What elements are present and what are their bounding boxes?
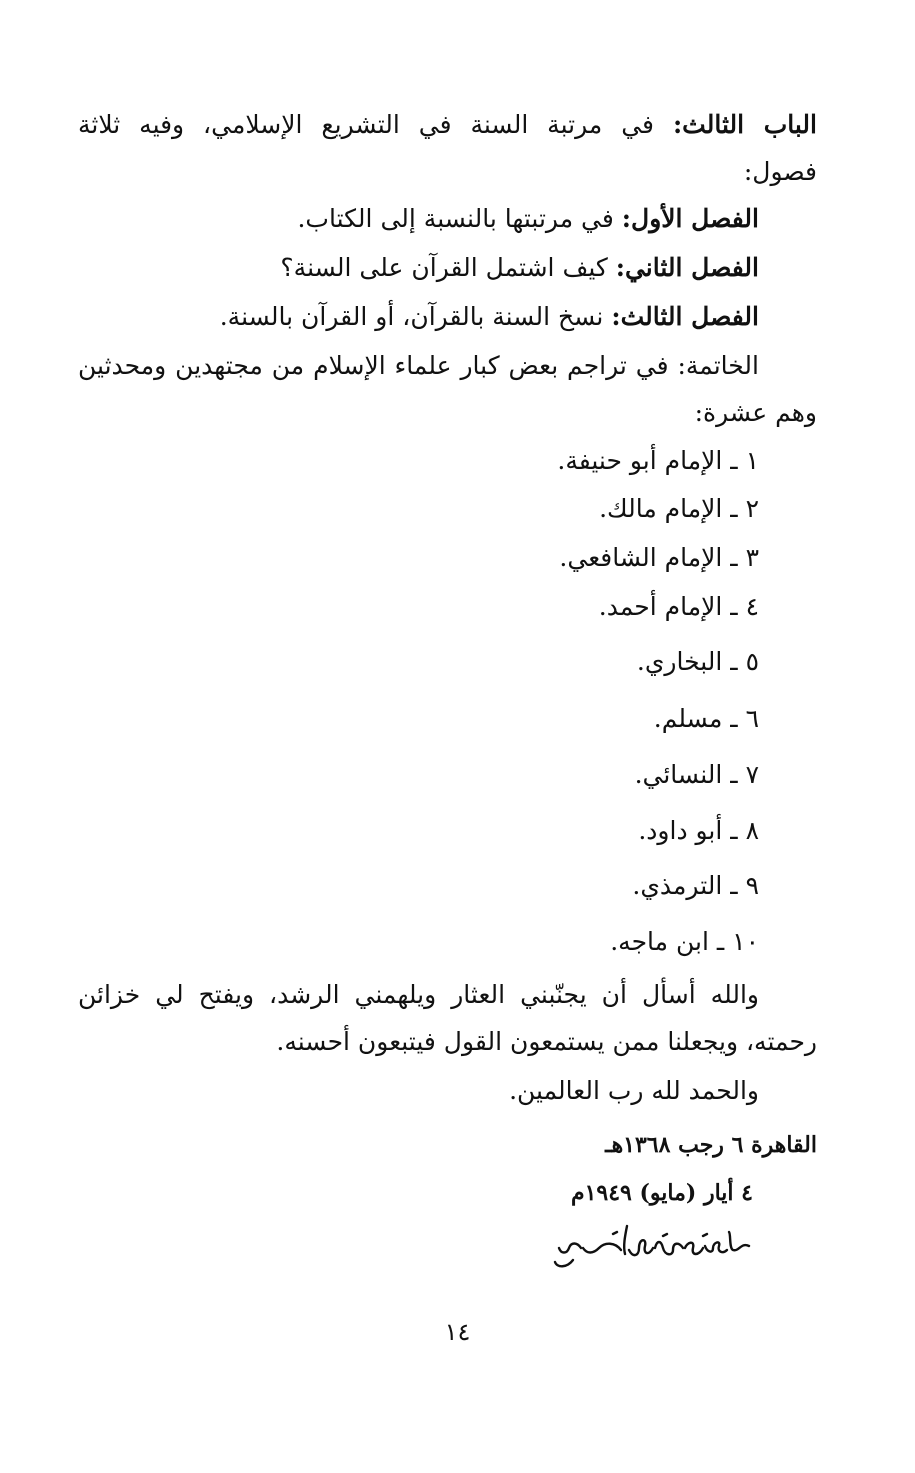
chapter-one (297, 202, 759, 236)
hijri-date: القاهرة ٦ رجب ١٣٦٨هـ (605, 1132, 817, 1158)
prayer-line-1: والله أسأل أن يجنّبني العثار ويلهمني الرشد، ويفتح لي خزائن (78, 980, 759, 1009)
scholar-item: ٩ ـ الترمذي. (632, 871, 759, 900)
scholar-item: ٨ ـ أبو داود. (638, 816, 759, 845)
chapter-two-label: الفصل الثاني: (615, 253, 759, 282)
chapter-two-text: كيف اشتمل القرآن على السنة؟ (280, 253, 608, 282)
chapter-three (220, 300, 759, 334)
page-number: ١٤ (444, 1318, 471, 1346)
scholar-item: ٢ ـ الإمام مالك. (599, 494, 759, 523)
praise-line: والحمد لله رب العالمين. (509, 1076, 759, 1105)
handwritten-signature (553, 1212, 753, 1272)
part-three-continuation: فصول: (743, 157, 817, 186)
part-three-line (78, 108, 817, 142)
gregorian-date: ٤ أيار (مايو) ١٩٤٩م (570, 1180, 753, 1206)
scholar-item: ١ ـ الإمام أبو حنيفة. (557, 446, 759, 475)
conclusion-line: الخاتمة: في تراجم بعض كبار علماء الإسلام من مجتهدين ومحدثين (78, 351, 759, 380)
scholar-item: ٣ ـ الإمام الشافعي. (559, 543, 759, 572)
chapter-one-text: في مرتبتها بالنسبة إلى الكتاب. (297, 204, 614, 233)
conclusion-continuation: وهم عشرة: (694, 398, 817, 427)
scholar-item: ٦ ـ مسلم. (653, 704, 759, 733)
scholar-item: ١٠ ـ ابن ماجه. (610, 927, 759, 956)
prayer-line-2: رحمته، ويجعلنا ممن يستمعون القول فيتبعون أحسنه. (276, 1027, 817, 1056)
chapter-one-label: الفصل الأول: (621, 204, 759, 233)
scholar-item: ٥ ـ البخاري. (636, 647, 759, 676)
scholar-item: ٤ ـ الإمام أحمد. (598, 592, 759, 621)
part-three-text: في مرتبة السنة في التشريع الإسلامي، وفيه ثلاثة (78, 110, 654, 139)
chapter-two (280, 251, 759, 285)
chapter-three-label: الفصل الثالث: (611, 302, 759, 331)
scholar-item: ٧ ـ النسائي. (634, 760, 759, 789)
part-three-heading: الباب الثالث: (672, 110, 817, 139)
chapter-three-text: نسخ السنة بالقرآن، أو القرآن بالسنة. (219, 302, 604, 331)
